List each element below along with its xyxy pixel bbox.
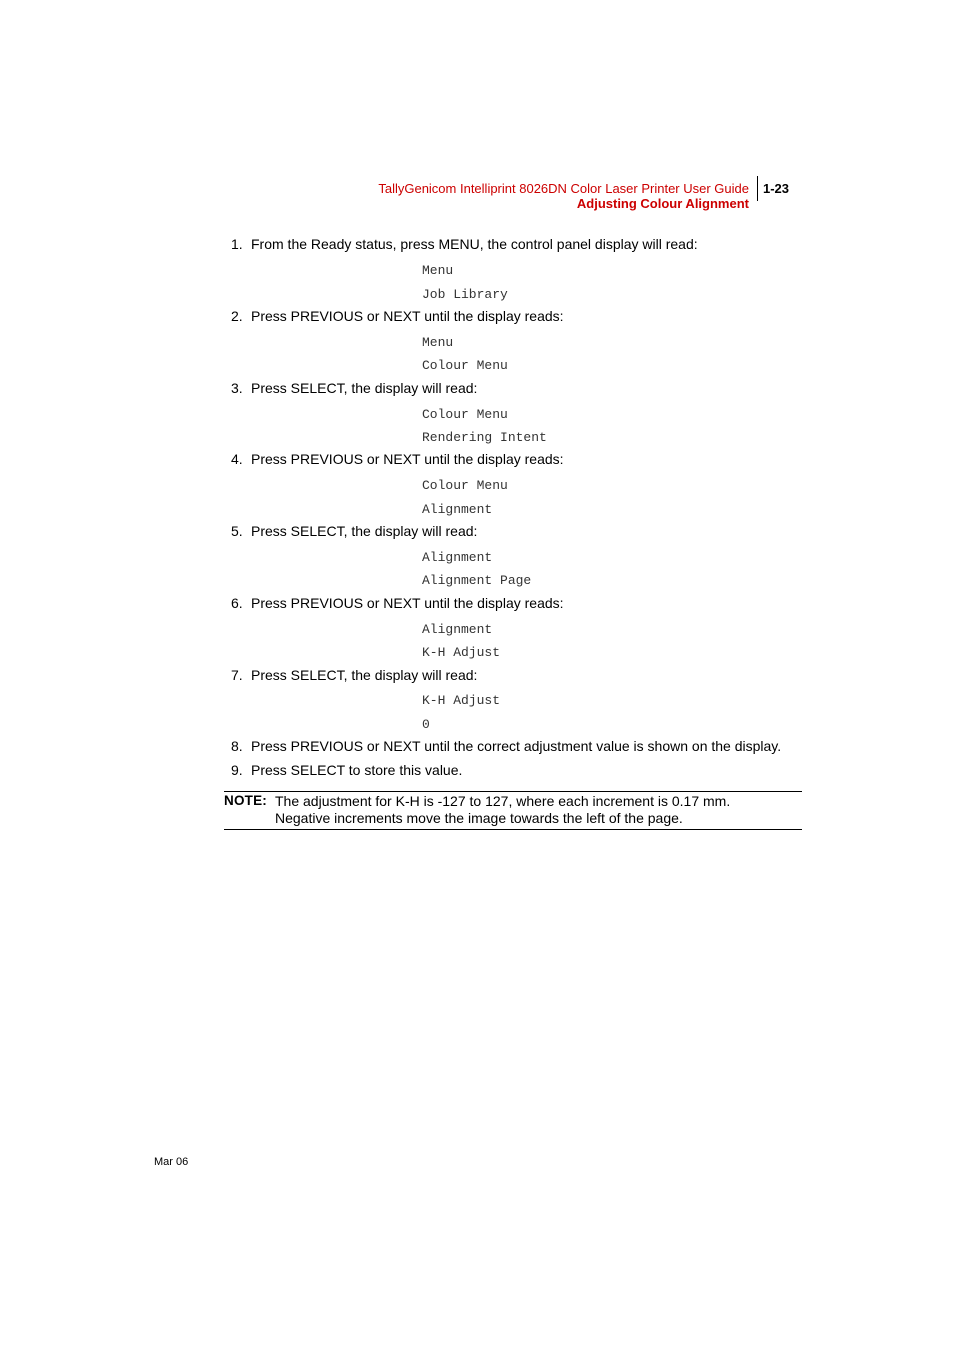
step-item: 3. Press SELECT, the display will read: — [231, 380, 478, 396]
step-item: 9. Press SELECT to store this value. — [231, 762, 463, 778]
display-line: Alignment — [422, 502, 493, 517]
display-line: Alignment — [422, 622, 493, 637]
step-item: 7. Press SELECT, the display will read: — [231, 667, 478, 683]
display-line: Colour Menu — [422, 358, 508, 373]
display-line: Menu — [422, 263, 454, 278]
guide-title: TallyGenicom Intelliprint 8026DN Color Laser Printer User Guide — [378, 181, 749, 196]
display-line: Alignment — [422, 550, 493, 565]
display-line: Colour Menu — [422, 478, 508, 493]
step-text: Press SELECT, the display will read: — [251, 380, 478, 396]
display-line: K-H Adjust — [422, 693, 501, 708]
step-text: Press PREVIOUS or NEXT until the display reads: — [251, 451, 564, 467]
step-item: 4. Press PREVIOUS or NEXT until the display reads: — [231, 451, 564, 467]
display-line: 0 — [422, 717, 430, 732]
step-item: 5. Press SELECT, the display will read: — [231, 523, 478, 539]
display-line: Rendering Intent — [422, 430, 547, 445]
step-text: Press PREVIOUS or NEXT until the display reads: — [251, 308, 564, 324]
step-text: Press SELECT, the display will read: — [251, 523, 478, 539]
header-divider — [757, 176, 758, 201]
step-item: 8. Press PREVIOUS or NEXT until the correct adjustment value is shown on the display. — [231, 738, 782, 754]
footer-date: Mar 06 — [154, 1156, 189, 1168]
step-text: From the Ready status, press MENU, the control panel display will read: — [251, 236, 698, 252]
page-number: 1-23 — [763, 181, 790, 196]
step-text: Press SELECT to store this value. — [251, 762, 463, 778]
step-text: Press PREVIOUS or NEXT until the correct adjustment value is shown on the display. — [251, 738, 782, 754]
display-line: K-H Adjust — [422, 645, 501, 660]
section-title: Adjusting Colour Alignment — [576, 196, 749, 211]
display-line: Menu — [422, 335, 454, 350]
step-text: Press SELECT, the display will read: — [251, 667, 478, 683]
note-top-rule — [224, 791, 802, 792]
display-line: Colour Menu — [422, 407, 508, 422]
step-item: 1. From the Ready status, press MENU, the control panel display will read: — [231, 236, 698, 252]
display-line: Job Library — [422, 287, 508, 302]
note-text: Negative increments move the image towards the left of the page. — [275, 810, 683, 826]
step-item: 6. Press PREVIOUS or NEXT until the display reads: — [231, 595, 564, 611]
display-line: Alignment Page — [422, 573, 532, 588]
note-bottom-rule — [224, 829, 802, 830]
step-text: Press PREVIOUS or NEXT until the display reads: — [251, 595, 564, 611]
step-item: 2. Press PREVIOUS or NEXT until the display reads: — [231, 308, 564, 324]
note-text: The adjustment for K-H is -127 to 127, where each increment is 0.17 mm. — [275, 793, 731, 809]
note-label: NOTE: — [224, 793, 267, 808]
